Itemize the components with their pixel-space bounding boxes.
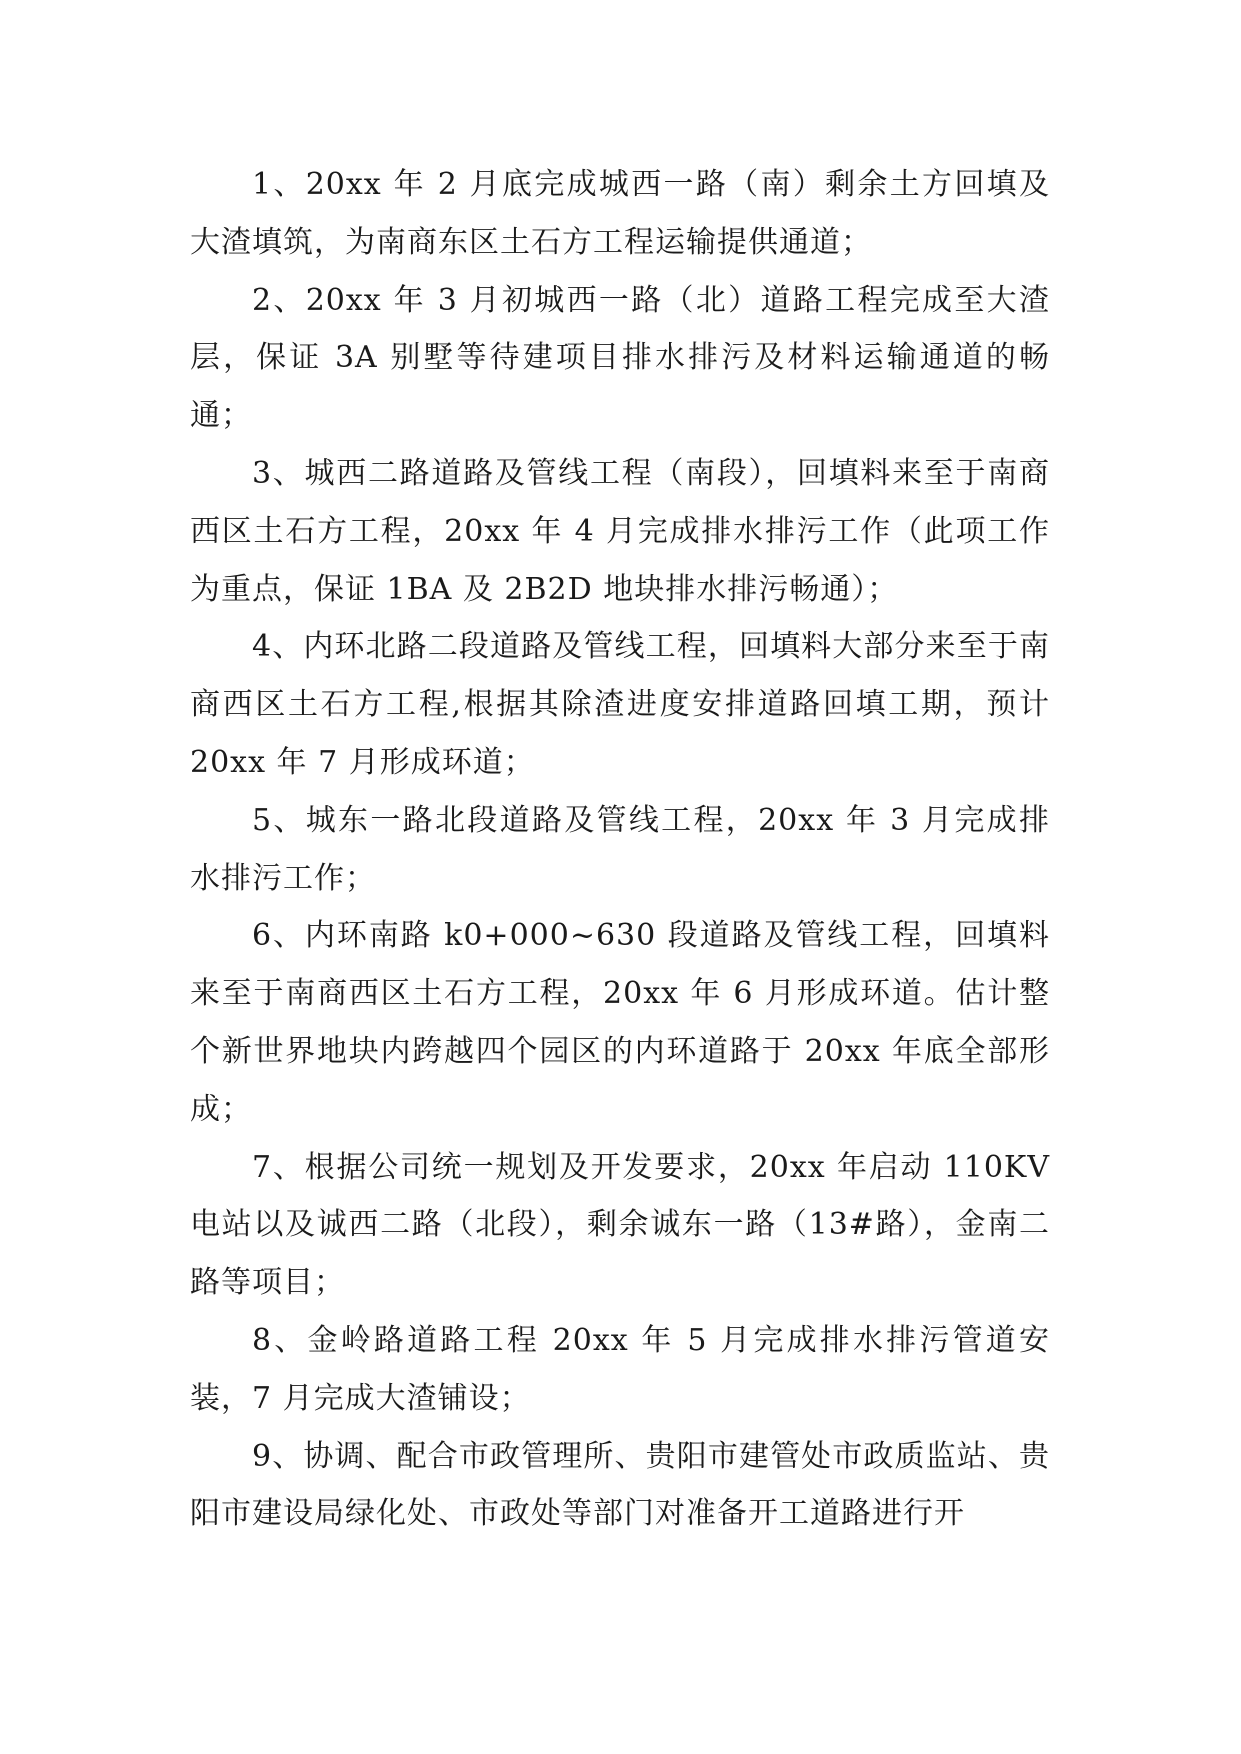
paragraph-2: 2、20xx 年 3 月初城西一路（北）道路工程完成至大渣层，保证 3A 别墅等待建项目排水排污及材料运输通道的畅通；	[190, 282, 1050, 434]
paragraph-9: 9、协调、配合市政管理所、贵阳市建管处市政质监站、贵阳市建设局绿化处、市政处等部门对准备开工道路进行开	[190, 1438, 1050, 1532]
document-body	[190, 156, 1050, 1543]
paragraph-5: 5、城东一路北段道路及管线工程，20xx 年 3 月完成排水排污工作；	[190, 802, 1050, 896]
paragraph-8: 8、金岭路道路工程 20xx 年 5 月完成排水排污管道安装，7 月完成大渣铺设；	[190, 1322, 1050, 1416]
paragraph-3: 3、城西二路道路及管线工程（南段），回填料来至于南商西区土石方工程，20xx 年 4 月完成排水排污工作（此项工作为重点，保证 1BA 及 2B2D 地块排水排污畅通）；	[190, 455, 1050, 607]
paragraph-7: 7、根据公司统一规划及开发要求，20xx 年启动 110KV 电站以及诚西二路（北段），剩余诚东一路（13#路），金南二路等项目；	[190, 1149, 1050, 1301]
paragraph-6: 6、内环南路 k0+000~630 段道路及管线工程，回填料来至于南商西区土石方工程，20xx 年 6 月形成环道。估计整个新世界地块内跨越四个园区的内环道路于 20xx 年底全部形成；	[190, 918, 1050, 1127]
paragraph-4: 4、内环北路二段道路及管线工程，回填料大部分来至于南商西区土石方工程,根据其除渣进度安排道路回填工期，预计 20xx 年 7 月形成环道；	[190, 629, 1050, 780]
paragraph-1: 1、20xx 年 2 月底完成城西一路（南）剩余土方回填及大渣填筑，为南商东区土石方工程运输提供通道；	[190, 167, 1050, 260]
